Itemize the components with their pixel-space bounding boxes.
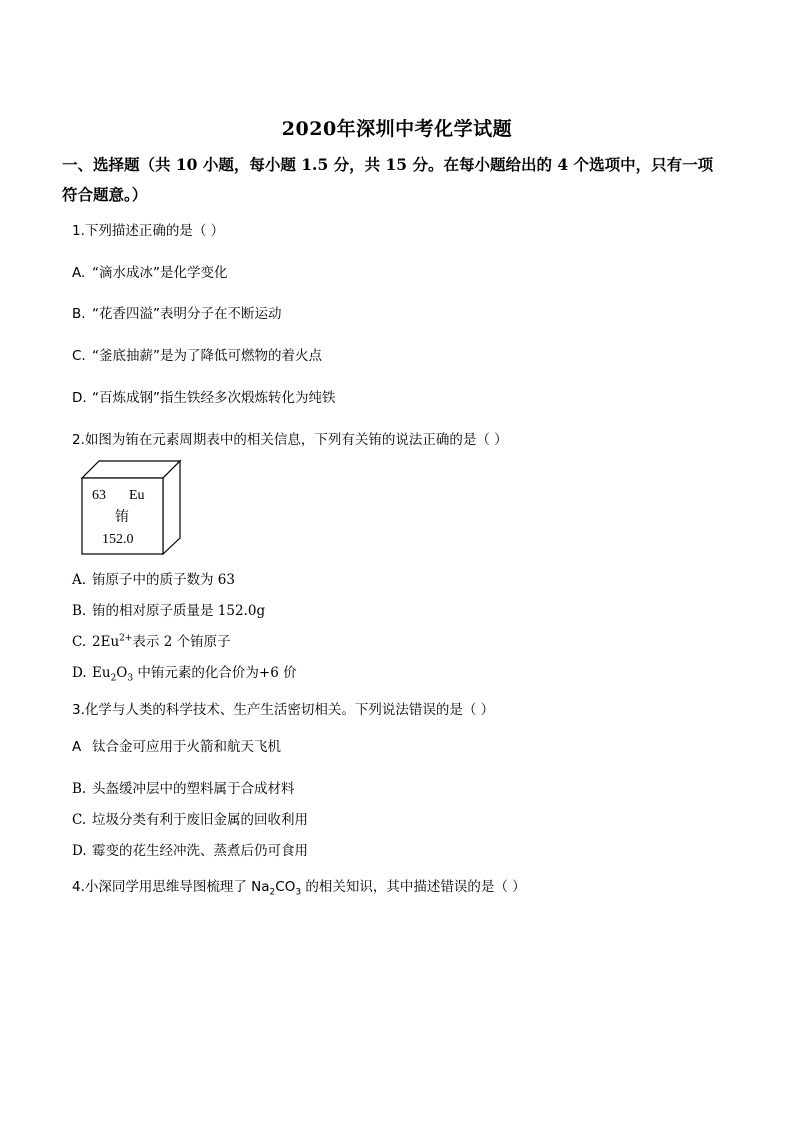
section-heading-line2: 符合题意。） [62,185,148,204]
question-2-stem: 2.如图为铕在元素周期表中的相关信息，下列有关铕的说法正确的是（ ） [72,432,508,448]
option-letter: B. [72,306,86,322]
question-4-stem-post: 的相关知识，其中描述错误的是（ ） [301,879,526,895]
option-text: 垃圾分类有利于废旧金属的回收利用 [92,812,308,828]
question-1-option-d [72,386,336,406]
question-3-stem: 3.化学与人类的科学技术、生产生活密切相关。下列说法错误的是（ ） [72,702,495,718]
option-letter: C. [72,634,87,650]
option-letter: D. [72,390,87,406]
option-letter: D. [72,843,87,859]
periodic-element-box [80,459,182,555]
section-heading [62,150,713,210]
option-text: 霉变的花生经冲洗、蒸煮后仍可食用 [92,843,308,859]
option-letter: A. [72,572,87,588]
question-2-option-a [72,568,235,588]
question-1-stem: 1.下列描述正确的是（ ） [72,223,225,239]
subscript: 3 [127,673,134,684]
page-title: 2020年深圳中考化学试题 [281,118,513,140]
question-3-option-a [72,735,281,755]
option-text: 头盔缓冲层中的塑料属于合成材料 [92,781,295,797]
option-text: “釜底抽薪”是为了降低可燃物的着火点 [92,348,322,364]
option-letter: B. [72,603,87,619]
element-symbol: Eu [129,488,145,503]
question-4-stem-pre: 4.小深同学用思维导图梳理了 Na [72,879,270,895]
formula-eu: Eu [92,665,111,681]
question-1-option-b [72,302,282,322]
option-text: “百炼成钢”指生铁经多次煅炼转化为纯铁 [92,390,336,406]
question-2-option-b [72,599,265,619]
question-2-option-d [72,661,297,684]
option-text: 钛合金可应用于火箭和航天飞机 [92,739,281,755]
question-4-stem [72,875,526,898]
box-side-face [163,461,180,554]
option-text: “花香四溢”表明分子在不断运动 [92,306,282,322]
option-text: 中铕元素的化合价为+6 价 [133,665,297,681]
subscript: 2 [269,887,276,898]
option-letter: C. [72,348,86,364]
option-letter: B. [72,781,87,797]
formula-2eu2plus: 2Eu [92,634,120,650]
subscript: 3 [295,887,302,898]
option-letter: D. [72,665,87,681]
option-letter: A. [72,265,86,281]
formula-o: O [116,665,128,681]
subscript: 2 [110,673,117,684]
option-text: “滴水成冰”是化学变化 [92,265,228,281]
question-1-option-a [72,261,228,281]
option-text: 铕的相对原子质量是 152.0g [92,603,266,619]
element-atomic-number: 63 [92,488,106,503]
option-letter: A [72,739,82,755]
element-name: 铕 [115,510,129,525]
section-heading-line1: 一、选择题（共 10 小题，每小题 1.5 分，共 15 分。在每小题给出的 4 个选项中，只有一项 [62,155,714,174]
element-atomic-mass: 152.0 [102,532,134,547]
question-3-option-b [72,777,295,797]
ion-charge: 2+ [119,633,133,644]
question-2-option-c [72,630,231,650]
option-letter: C. [72,812,87,828]
periodic-element-svg [80,459,182,555]
option-text: 表示 2 个铕原子 [132,634,231,650]
question-3-option-c [72,808,308,828]
formula-co: CO [275,879,296,895]
question-3-option-d [72,839,308,859]
option-text: 铕原子中的质子数为 63 [92,572,235,588]
question-1-option-c [72,344,322,364]
